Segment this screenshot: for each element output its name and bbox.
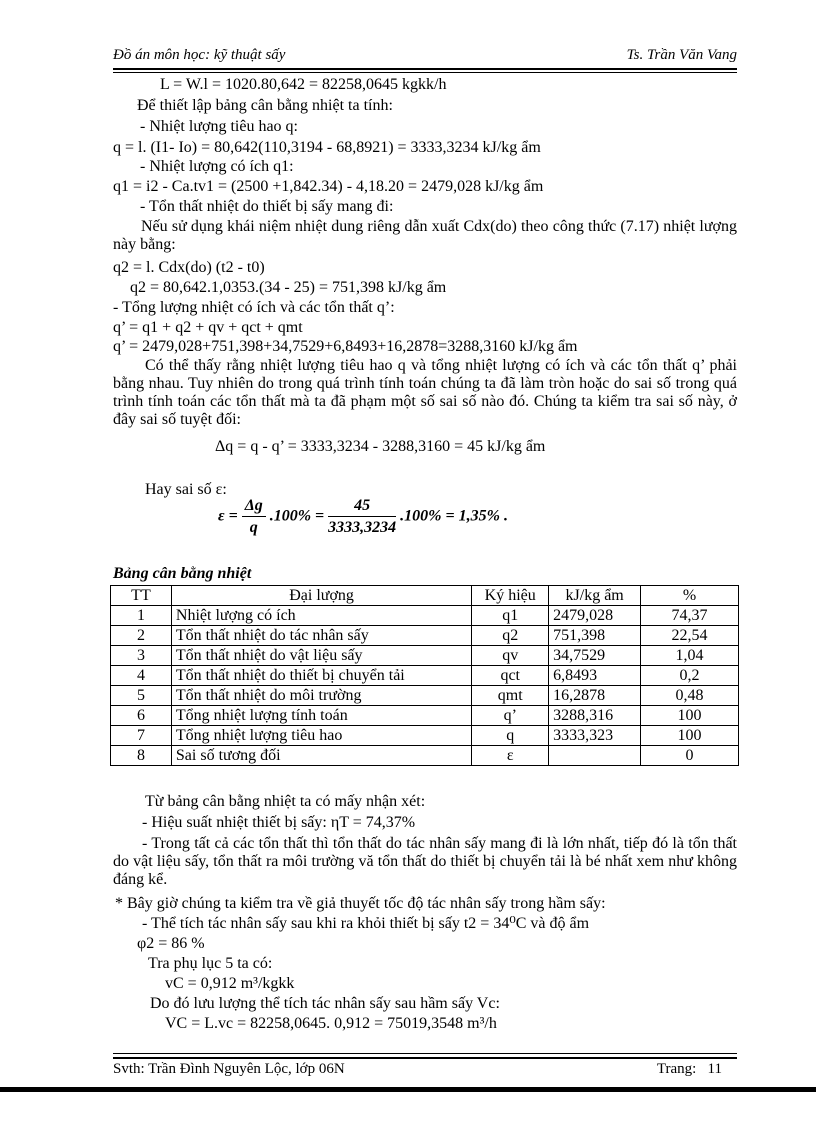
- formula-lhs: ε =: [218, 507, 238, 525]
- table-cell: 2: [111, 626, 172, 646]
- line-q1-heading: - Nhiệt lượng có ích q1:: [140, 158, 294, 175]
- table-cell: q1: [472, 606, 549, 626]
- formula-rhs: .100% = 1,35% .: [400, 507, 508, 525]
- line-flow-value: VC = L.vc = 82258,0645. 0,912 = 75019,3548 m³/h: [165, 1015, 497, 1032]
- table-row: [111, 686, 739, 706]
- footer-rule: [113, 1057, 737, 1059]
- line-volume: - Thể tích tác nhân sấy sau khi ra khỏi thiết bị sấy t2 = 34⁰C và độ ẩm: [142, 915, 590, 932]
- table-cell: ε: [472, 746, 549, 766]
- table-header-row: [111, 586, 739, 606]
- table-cell: Tổn thất nhiệt do vật liệu sấy: [171, 646, 471, 666]
- line-flow-intro: Do đó lưu lượng thể tích tác nhân sấy sau hầm sấy Vc:: [150, 995, 500, 1012]
- table-cell: 100: [641, 726, 739, 746]
- paragraph-error: Có thể thấy rằng nhiệt lượng tiêu hao q và tổng nhiệt lượng có ích và các tổn thất q’ phải bằng nhau. Tuy nhiên do trong quá trình tính toán chúng ta đã làm tròn hoặc do sai số trong quá trình tính toán các tổn thất mà ta đã phạm một số sai số nào đó. Chúng ta kiểm tra sai số này, ở đây sai số tuyệt đối:: [113, 357, 737, 428]
- line-q-formula: q = l. (I1- Io) = 80,642(110,3194 - 68,8921) = 3333,3234 kJ/kg ẩm: [113, 139, 541, 156]
- table-row: [111, 726, 739, 746]
- heat-balance-table: [110, 585, 739, 766]
- remark-efficiency: - Hiệu suất nhiệt thiết bị sấy: ηT = 74,37%: [142, 814, 416, 831]
- paragraph-losses: - Trong tất cả các tổn thất thì tổn thất do tác nhân sấy mang đi là lớn nhất, tiếp đó là tổn thất do vật liệu sấy, tổn thất ra môi trường vă tổn thất do thiết bị chuyển tải là bé nhất xem như không đáng kể.: [113, 835, 737, 888]
- line-qprime-def: q’ = q1 + q2 + qv + qct + qmt: [113, 319, 303, 336]
- formula-mid: .100% =: [269, 507, 325, 525]
- col-header: TT: [111, 586, 172, 606]
- epsilon-formula: [218, 497, 508, 537]
- line-qprime-heading: - Tổng lượng nhiệt có ích và các tổn thất q’:: [113, 299, 395, 316]
- table-cell: 1: [111, 606, 172, 626]
- table-cell: 0,2: [641, 666, 739, 686]
- line-epsilon-intro: Hay sai số ε:: [145, 481, 227, 498]
- remark-intro: Từ bảng cân bằng nhiệt ta có mấy nhận xét:: [145, 793, 426, 810]
- col-header: kJ/kg ẩm: [549, 586, 641, 606]
- table-row: [111, 666, 739, 686]
- table-cell: 3: [111, 646, 172, 666]
- table-cell: [549, 746, 641, 766]
- table-title: Bảng cân bằng nhiệt: [113, 565, 252, 582]
- table-cell: q2: [472, 626, 549, 646]
- fraction-1-den: q: [249, 519, 258, 536]
- table-cell: Nhiệt lượng có ích: [171, 606, 471, 626]
- fraction-2-den: 3333,3234: [328, 519, 397, 536]
- line-vc: vC = 0,912 m³/kgkk: [165, 975, 295, 992]
- header-rule-thin: [113, 72, 737, 73]
- header-left: Đồ án môn học: kỹ thuật sấy: [113, 47, 286, 63]
- table-cell: 4: [111, 666, 172, 686]
- line-L: L = W.l = 1020.80,642 = 82258,0645 kgkk/h: [160, 76, 447, 93]
- page-footer: [113, 1061, 737, 1078]
- footer-page-number: 11: [707, 1061, 722, 1077]
- table-cell: 8: [111, 746, 172, 766]
- line-intro: Để thiết lập bảng cân bằng nhiệt ta tính:: [137, 97, 393, 114]
- table-cell: 22,54: [641, 626, 739, 646]
- line-velocity-check: * Bây giờ chúng ta kiểm tra về giả thuyết tốc độ tác nhân sấy trong hầm sấy:: [115, 895, 606, 912]
- header-rule: [113, 68, 737, 70]
- line-q2-value: q2 = 80,642.1,0353.(34 - 25) = 751,398 kJ/kg ẩm: [130, 279, 447, 296]
- col-header: %: [641, 586, 739, 606]
- line-q-heading: - Nhiệt lượng tiêu hao q:: [140, 118, 298, 135]
- line-delta: Δq = q - q’ = 3333,3234 - 3288,3160 = 45 kJ/kg ẩm: [215, 438, 546, 455]
- table-cell: Tổng nhiệt lượng tiêu hao: [171, 726, 471, 746]
- line-q2-def: q2 = l. Cdx(do) (t2 - t0): [113, 259, 265, 276]
- line-phi2: φ2 = 86 %: [137, 935, 205, 952]
- line-q2-heading: - Tổn thất nhiệt do thiết bị sấy mang đi:: [140, 198, 394, 215]
- table-cell: 5: [111, 686, 172, 706]
- table-cell: 100: [641, 706, 739, 726]
- table-cell: Tổn thất nhiệt do tác nhân sấy: [171, 626, 471, 646]
- table-cell: 751,398: [549, 626, 641, 646]
- header-right: Ts. Trần Văn Vang: [626, 47, 737, 63]
- footer-page-label: Trang:: [656, 1061, 697, 1077]
- table-cell: 3333,323: [549, 726, 641, 746]
- table-cell: 0,48: [641, 686, 739, 706]
- fraction-1: [242, 497, 266, 537]
- footer-page: [657, 1061, 722, 1078]
- table-cell: qmt: [472, 686, 549, 706]
- page-bottom-bar: [0, 1087, 816, 1092]
- footer-author: Svth: Trần Đình Nguyên Lộc, lớp 06N: [113, 1061, 345, 1077]
- table-row: [111, 606, 739, 626]
- table-cell: 2479,028: [549, 606, 641, 626]
- table-cell: 0: [641, 746, 739, 766]
- line-q1-formula: q1 = i2 - Ca.tv1 = (2500 +1,842.34) - 4,18.20 = 2479,028 kJ/kg ẩm: [113, 178, 544, 195]
- table-row: [111, 646, 739, 666]
- table-cell: 6: [111, 706, 172, 726]
- table-cell: 6,8493: [549, 666, 641, 686]
- page-header: [113, 47, 737, 64]
- table-cell: q: [472, 726, 549, 746]
- table-cell: Tổn thất nhiệt do môi trường: [171, 686, 471, 706]
- table-row: [111, 746, 739, 766]
- table-cell: qv: [472, 646, 549, 666]
- table-cell: qct: [472, 666, 549, 686]
- col-header: Đại lượng: [171, 586, 471, 606]
- line-qprime-value: q’ = 2479,028+751,398+34,7529+6,8493+16,2878=3288,3160 kJ/kg ẩm: [113, 338, 578, 355]
- col-header: Ký hiệu: [472, 586, 549, 606]
- table-cell: 1,04: [641, 646, 739, 666]
- line-appendix: Tra phụ lục 5 ta có:: [148, 955, 273, 972]
- table-cell: q’: [472, 706, 549, 726]
- table-cell: Tổng nhiệt lượng tính toán: [171, 706, 471, 726]
- paragraph-cdx: Nếu sử dụng khái niệm nhiệt dung riêng dẫn xuất Cdx(do) theo công thức (7.17) nhiệt lượng này bằng:: [113, 218, 737, 253]
- fraction-2: [328, 497, 396, 537]
- footer-rule-thin: [113, 1053, 737, 1054]
- table-cell: 74,37: [641, 606, 739, 626]
- table-row: [111, 706, 739, 726]
- fraction-2-num: 45: [328, 497, 396, 517]
- table-cell: Tổn thất nhiệt do thiết bị chuyển tải: [171, 666, 471, 686]
- table-cell: 16,2878: [549, 686, 641, 706]
- fraction-1-num: Δg: [242, 497, 266, 517]
- table-cell: 3288,316: [549, 706, 641, 726]
- table-cell: 34,7529: [549, 646, 641, 666]
- table-cell: Sai số tương đối: [171, 746, 471, 766]
- table-row: [111, 626, 739, 646]
- table-cell: 7: [111, 726, 172, 746]
